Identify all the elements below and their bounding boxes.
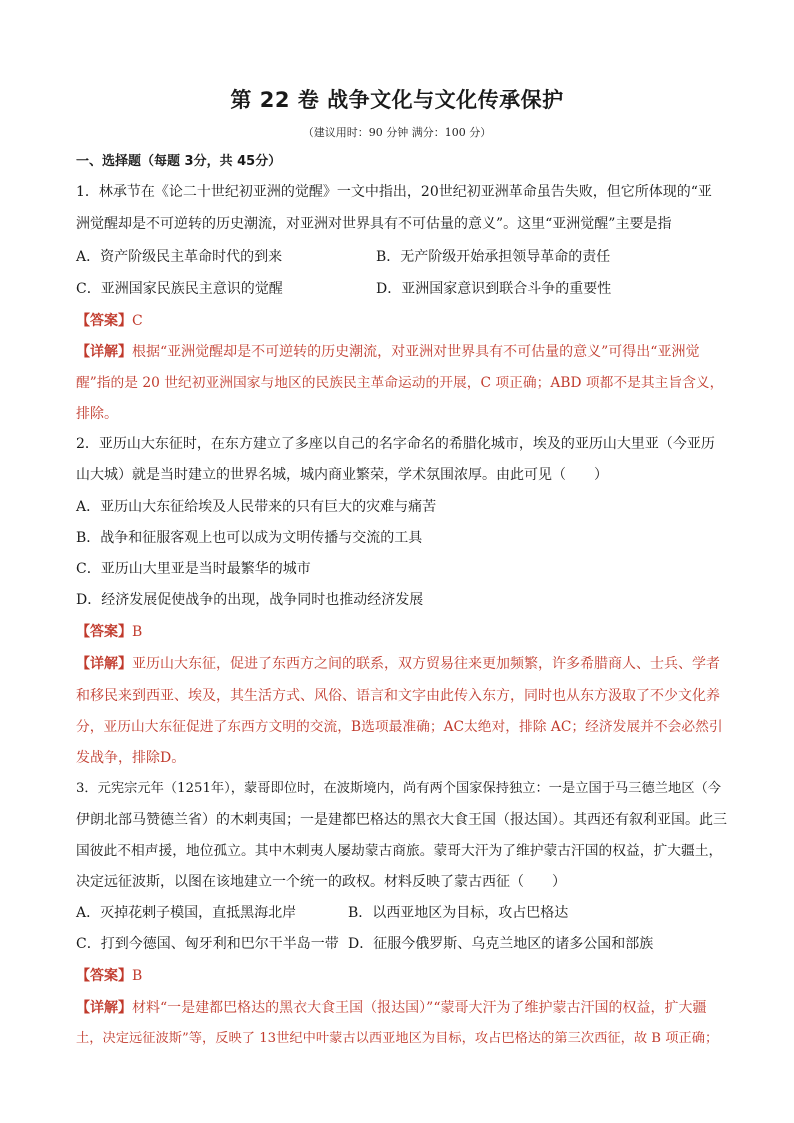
q1-detail-line-2: 醒”指的是 20 世纪初亚洲国家与地区的民族民主革命运动的开展，C 项正确；ABD 项都不是其主旨含义，: [76, 375, 724, 391]
q2-answer: [76, 622, 726, 642]
q2-detail-label: 【详解】: [76, 656, 132, 672]
q1-answer-label: 【答案】: [76, 313, 132, 329]
q2-option-d: D．经济发展促使战争的出现，战争同时也推动经济发展: [76, 592, 424, 608]
q3-detail-label: 【详解】: [76, 1000, 132, 1016]
section-heading: 一、选择题（每题 3分，共 45分）: [76, 154, 282, 169]
q2-detail-line-4: 发战争，排除D。: [76, 750, 186, 766]
q1-detail-text-1: 根据“亚洲觉醒却是不可逆转的历史潮流，对亚洲对世界具有不可估量的意义”可得出“亚洲觉: [132, 344, 700, 360]
q2-detail-line-1: [76, 654, 726, 674]
q2-answer-value: B: [132, 624, 143, 640]
q3-stem-line-3: 国彼此不相声援，地位孤立。其中木剌夷人屡劫蒙古商旅。蒙哥大汗为了维护蒙古汗国的权益，扩大疆土，: [76, 843, 723, 859]
q2-option-c: C．亚历山大里亚是当时最繁华的城市: [76, 561, 311, 577]
q2-detail-line-2: 和移民来到西亚、埃及，其生活方式、风俗、语言和文字由此传入东方，同时也从东方汲取了不少文化养: [76, 688, 720, 704]
q1-stem-line-2: 洲觉醒却是不可逆转的历史潮流，对亚洲对世界具有不可估量的意义”。这里“亚洲觉醒”主要是指: [76, 216, 672, 232]
q3-detail-text-1: 材料“一是建都巴格达的黑衣大食王国（报达国）”“蒙哥大汗为了维护蒙古汗国的权益，扩大疆: [132, 1000, 707, 1016]
q3-answer-label: 【答案】: [76, 968, 132, 984]
q1-option-d: D．亚洲国家意识到联合斗争的重要性: [376, 281, 612, 297]
q3-detail-line-2: 土，决定远征波斯”等，反映了 13世纪中叶蒙古以西亚地区为目标，攻占巴格达的第三次西征，故 B 项正确；: [76, 1031, 719, 1046]
q3-detail-line-1: [76, 998, 726, 1018]
q3-option-d: D．征服今俄罗斯、乌克兰地区的诸多公国和部族: [348, 936, 654, 952]
q2-answer-label: 【答案】: [76, 624, 132, 640]
q1-answer-value: C: [132, 313, 143, 329]
q3-stem-line-4: 决定远征波斯，以图在该地建立一个统一的政权。材料反映了蒙古西征（ ）: [76, 874, 566, 890]
q3-stem-line-2: 伊朗北部马赞德兰省）的木剌夷国；一是建都巴格达的黑衣大食王国（报达国）。其西还有叙利亚国。此三: [76, 812, 727, 828]
page-subtitle: （建议用时：90 分钟 满分：100 分）: [302, 126, 492, 139]
q3-option-b: B．以西亚地区为目标，攻占巴格达: [348, 905, 569, 921]
q1-answer: [76, 311, 726, 331]
q1-option-a: A．资产阶级民主革命时代的到来: [76, 249, 283, 265]
q1-detail-label: 【详解】: [76, 344, 132, 360]
q1-stem-line-1: 1．林承节在《论二十世纪初亚洲的觉醒》一文中指出，20世纪初亚洲革命虽告失败，但它所体现的“亚: [76, 184, 712, 200]
q2-detail-line-3: 分，亚历山大东征促进了东西方文明的交流，B选项最准确；AC太绝对，排除 AC；经济发展并不会必然引: [76, 719, 723, 735]
q2-option-b: B．战争和征服客观上也可以成为文明传播与交流的工具: [76, 530, 423, 546]
q3-option-a: A．灭掉花剌子模国，直抵黑海北岸: [76, 905, 297, 921]
q3-option-c: C．打到今德国、匈牙利和巴尔干半岛一带: [76, 936, 339, 952]
q2-detail-text-1: 亚历山大东征，促进了东西方之间的联系，双方贸易往来更加频繁，许多希腊商人、士兵、学者: [132, 656, 720, 672]
q2-stem-line-2: 山大城）就是当时建立的世界名城，城内商业繁荣，学术氛围浓厚。由此可见（ ）: [76, 467, 608, 483]
q1-detail-line-1: [76, 342, 726, 362]
page-title: 第 22 卷 战争文化与文化传承保护: [230, 88, 564, 112]
q1-option-b: B．无产阶级开始承担领导革命的责任: [376, 249, 611, 265]
q3-answer-value: B: [132, 968, 143, 984]
q1-option-c: C．亚洲国家民族民主意识的觉醒: [76, 281, 283, 297]
q1-detail-line-3: 排除。: [76, 406, 118, 422]
q3-answer: [76, 966, 726, 986]
q3-stem-line-1: 3．元宪宗元年（1251年），蒙哥即位时，在波斯境内，尚有两个国家保持独立：一是立国于马三德兰地区（今: [76, 781, 722, 796]
q2-stem-line-1: 2．亚历山大东征时，在东方建立了多座以自己的名字命名的希腊化城市，埃及的亚历山大里亚（今亚历: [76, 436, 715, 452]
q2-option-a: A．亚历山大东征给埃及人民带来的只有巨大的灾难与痛苦: [76, 499, 437, 515]
